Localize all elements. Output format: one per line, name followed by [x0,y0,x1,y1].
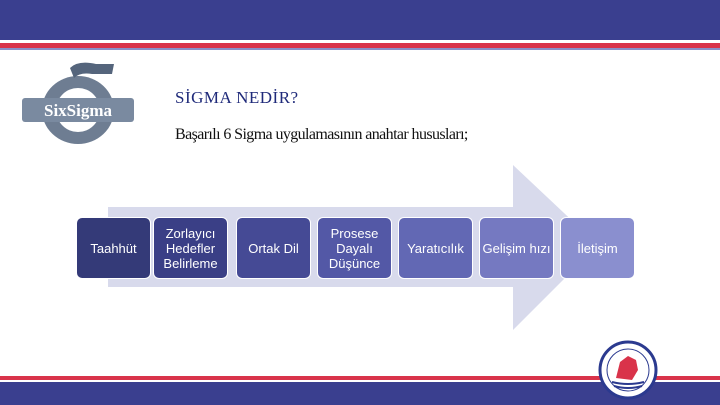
step-zorlayici-hedefler: Zorlayıcı Hedefler Belirleme [153,217,228,279]
step-prosese-dayali: Prosese Dayalı Düşünce [317,217,392,279]
step-ortak-dil: Ortak Dil [236,217,311,279]
svg-text:SixSigma: SixSigma [43,101,113,120]
header-blue-stripe [0,48,720,50]
step-taahhut: Taahhüt [76,217,151,279]
page-title: SİGMA NEDİR? [175,88,299,107]
header-bar [0,0,720,40]
university-emblem [598,340,658,400]
six-sigma-logo [18,58,136,154]
step-gelisim-hizi: Gelişim hızı [479,217,554,279]
step-iletisim: İletişim [560,217,635,279]
page-subtitle: Başarılı 6 Sigma uygulamasının anahtar hususları; [175,126,468,143]
step-yaraticilik: Yaratıcılık [398,217,473,279]
